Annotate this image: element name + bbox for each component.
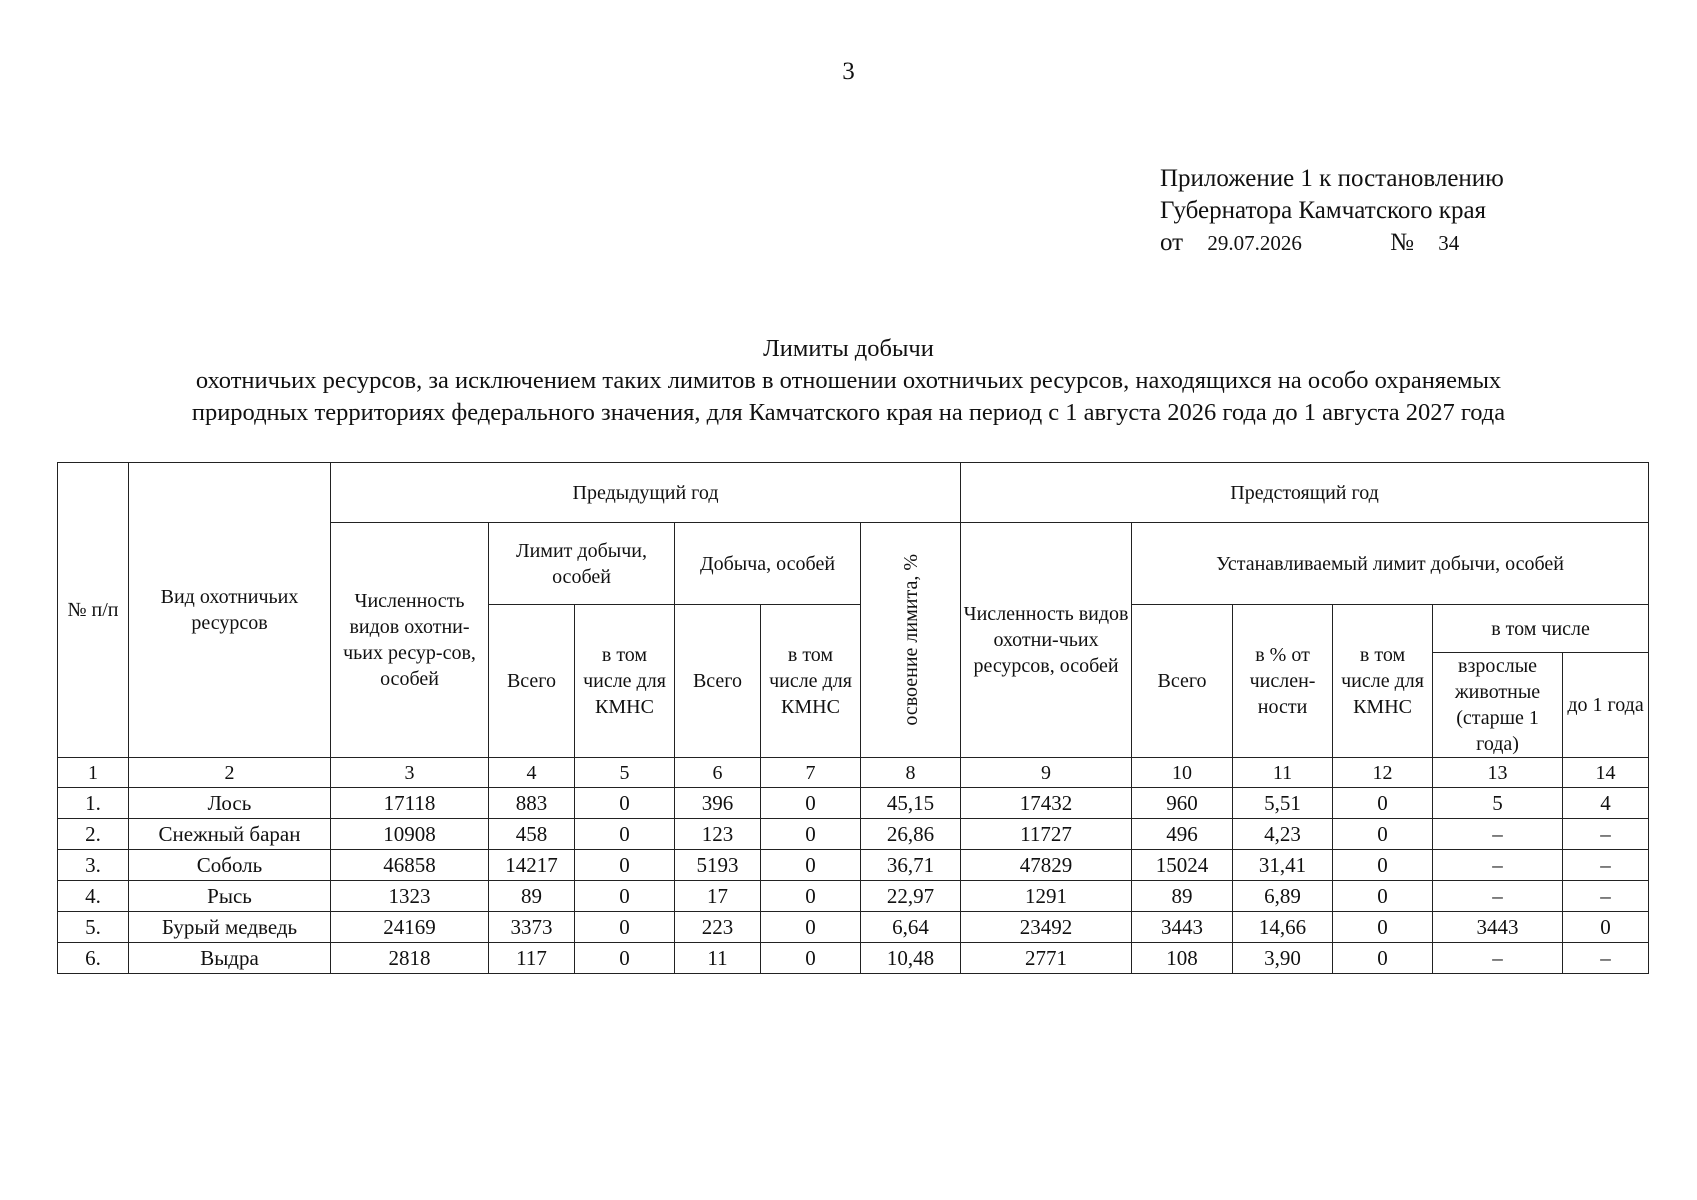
table-cell: 10,48: [861, 943, 961, 974]
table-cell: 6,89: [1233, 881, 1333, 912]
header-under-one: до 1 года: [1563, 653, 1649, 758]
header-next-year: Предстоящий год: [961, 463, 1649, 523]
table-cell: 47829: [961, 850, 1132, 881]
table-cell: 960: [1132, 788, 1233, 819]
table-row: [58, 788, 1649, 819]
column-number: 10: [1132, 758, 1233, 788]
table-cell: 15024: [1132, 850, 1233, 881]
limits-table: [57, 462, 1649, 974]
table-cell: 0: [1333, 912, 1433, 943]
header-num: № п/п: [58, 463, 129, 758]
title-line-3: природных территориях федерального значения, для Камчатского края на период с 1 августа 2026 года до 1 августа 2027 года: [191, 399, 1506, 426]
table-cell: 36,71: [861, 850, 961, 881]
table-cell: –: [1563, 881, 1649, 912]
table-cell: 45,15: [861, 788, 961, 819]
table-cell: –: [1433, 819, 1563, 850]
table-cell: 1323: [331, 881, 489, 912]
header-prev-year: Предыдущий год: [331, 463, 961, 523]
table-cell: 0: [575, 943, 675, 974]
table-cell: 0: [575, 881, 675, 912]
table-cell: 2771: [961, 943, 1132, 974]
table-cell: 14,66: [1233, 912, 1333, 943]
header-including: в том числе: [1433, 605, 1649, 653]
table-cell: 0: [575, 819, 675, 850]
table-cell: 396: [675, 788, 761, 819]
table-cell: 11727: [961, 819, 1132, 850]
table-cell: 23492: [961, 912, 1132, 943]
appendix-from-label: от: [1160, 229, 1184, 256]
column-number: 11: [1233, 758, 1333, 788]
table-cell: 4.: [58, 881, 129, 912]
table-cell: 17432: [961, 788, 1132, 819]
appendix-block: [1160, 163, 1504, 259]
table-cell: 6.: [58, 943, 129, 974]
appendix-line-1: Приложение 1 к постановлению: [1160, 165, 1504, 192]
table-cell: 5.: [58, 912, 129, 943]
header-utilization: [861, 523, 961, 758]
table-cell: 123: [675, 819, 761, 850]
document-title: [40, 333, 1657, 429]
header-next-limit: Устанавливаемый лимит добычи, особей: [1132, 523, 1649, 605]
header-prev-catch-total: Всего: [675, 605, 761, 758]
table-cell: 223: [675, 912, 761, 943]
table-cell: 24169: [331, 912, 489, 943]
table-cell: 5,51: [1233, 788, 1333, 819]
table-cell: 0: [1563, 912, 1649, 943]
table-row: [58, 912, 1649, 943]
column-number: 6: [675, 758, 761, 788]
table-cell: 0: [575, 912, 675, 943]
decree-date: 29.07.2026: [1207, 231, 1302, 255]
column-number: 14: [1563, 758, 1649, 788]
table-cell: –: [1433, 943, 1563, 974]
table-row: [58, 943, 1649, 974]
header-next-limit-total: Всего: [1132, 605, 1233, 758]
table-cell: 1291: [961, 881, 1132, 912]
species-cell: Снежный баран: [129, 819, 331, 850]
species-cell: Соболь: [129, 850, 331, 881]
table-cell: 2818: [331, 943, 489, 974]
table-cell: 14217: [489, 850, 575, 881]
column-number: 13: [1433, 758, 1563, 788]
table-cell: 31,41: [1233, 850, 1333, 881]
table-cell: –: [1563, 850, 1649, 881]
decree-number: 34: [1438, 231, 1460, 255]
table-cell: 0: [575, 850, 675, 881]
species-cell: Лось: [129, 788, 331, 819]
column-number: 12: [1333, 758, 1433, 788]
header-prev-population: Численность видов охотни-чьих ресур-сов, особей: [331, 523, 489, 758]
column-number: 7: [761, 758, 861, 788]
column-number: 9: [961, 758, 1132, 788]
table-cell: –: [1563, 819, 1649, 850]
table-cell: 0: [575, 788, 675, 819]
table-cell: 0: [1333, 881, 1433, 912]
table-cell: 26,86: [861, 819, 961, 850]
table-cell: 0: [761, 819, 861, 850]
column-number: 8: [861, 758, 961, 788]
table-cell: 117: [489, 943, 575, 974]
table-cell: 5: [1433, 788, 1563, 819]
appendix-line-2: Губернатора Камчатского края: [1160, 197, 1487, 224]
table-cell: 458: [489, 819, 575, 850]
table-cell: 108: [1132, 943, 1233, 974]
species-cell: Рысь: [129, 881, 331, 912]
table-cell: –: [1433, 881, 1563, 912]
header-prev-limit-total: Всего: [489, 605, 575, 758]
table-cell: 0: [1333, 943, 1433, 974]
table-cell: 0: [761, 850, 861, 881]
table-cell: 89: [489, 881, 575, 912]
title-line-2: охотничьих ресурсов, за исключением таких лимитов в отношении охотничьих ресурсов, находящихся на особо охраняемых: [195, 367, 1502, 394]
column-number: 1: [58, 758, 129, 788]
table-cell: 0: [761, 912, 861, 943]
table-cell: 3.: [58, 850, 129, 881]
table-cell: 17: [675, 881, 761, 912]
header-prev-catch: Добыча, особей: [675, 523, 861, 605]
table-row: [58, 881, 1649, 912]
table-body: [58, 788, 1649, 974]
table-row: [58, 850, 1649, 881]
species-cell: Бурый медведь: [129, 912, 331, 943]
page-number: 3: [842, 58, 855, 85]
column-number: 5: [575, 758, 675, 788]
table-cell: 0: [761, 881, 861, 912]
header-next-limit-kmns: в том числе для КМНС: [1333, 605, 1433, 758]
header-prev-catch-kmns: в том числе для КМНС: [761, 605, 861, 758]
table-cell: 1.: [58, 788, 129, 819]
table-cell: 4: [1563, 788, 1649, 819]
table-cell: –: [1433, 850, 1563, 881]
column-number: 3: [331, 758, 489, 788]
table-cell: 3,90: [1233, 943, 1333, 974]
table-cell: 0: [761, 943, 861, 974]
table-cell: 0: [1333, 788, 1433, 819]
header-adults: взрослые животные (старше 1 года): [1433, 653, 1563, 758]
species-cell: Выдра: [129, 943, 331, 974]
decree-number-label: №: [1390, 229, 1414, 256]
header-prev-limit: Лимит добычи, особей: [489, 523, 675, 605]
table-cell: 5193: [675, 850, 761, 881]
table-cell: 0: [761, 788, 861, 819]
table-cell: 3373: [489, 912, 575, 943]
column-numbers-row: [58, 758, 1649, 788]
header-next-population: Численность видов охотни-чьих ресурсов, особей: [961, 523, 1132, 758]
table-cell: 3443: [1433, 912, 1563, 943]
header-next-limit-pct: в % от числен-ности: [1233, 605, 1333, 758]
table-cell: 46858: [331, 850, 489, 881]
column-number: 2: [129, 758, 331, 788]
table-cell: 2.: [58, 819, 129, 850]
header-prev-limit-kmns: в том числе для КМНС: [575, 605, 675, 758]
table-cell: 496: [1132, 819, 1233, 850]
header-species: Вид охотничьих ресурсов: [129, 463, 331, 758]
table-cell: 0: [1333, 850, 1433, 881]
table-cell: 11: [675, 943, 761, 974]
table-cell: 883: [489, 788, 575, 819]
table-cell: 6,64: [861, 912, 961, 943]
table-cell: 10908: [331, 819, 489, 850]
table-cell: 0: [1333, 819, 1433, 850]
table-row: [58, 819, 1649, 850]
table-cell: 89: [1132, 881, 1233, 912]
table-cell: 22,97: [861, 881, 961, 912]
table-cell: 4,23: [1233, 819, 1333, 850]
table-cell: 17118: [331, 788, 489, 819]
table-cell: –: [1563, 943, 1649, 974]
column-number: 4: [489, 758, 575, 788]
title-line-1: Лимиты добычи: [763, 335, 934, 362]
table-cell: 3443: [1132, 912, 1233, 943]
appendix-line-3: [1160, 227, 1504, 259]
header-utilization-text: освоение лимита, %: [899, 554, 922, 726]
